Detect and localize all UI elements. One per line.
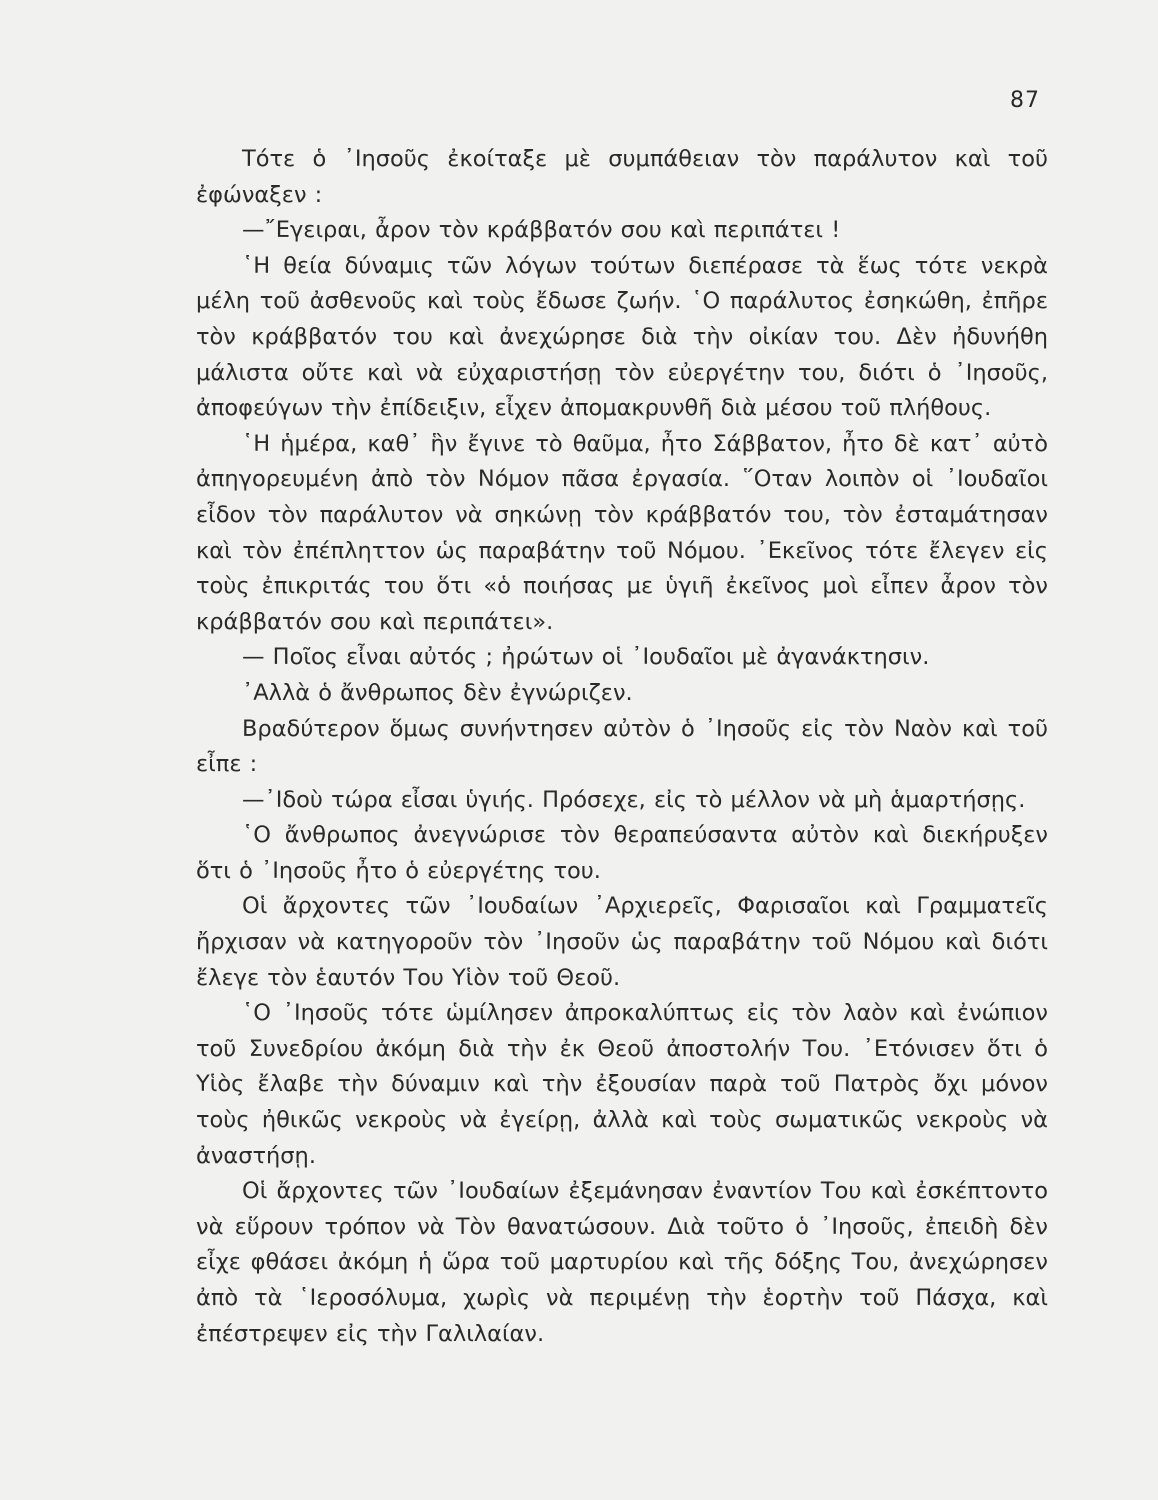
- page-number: 87: [1010, 88, 1040, 113]
- paragraph: Βραδύτερον ὅμως συνήντησεν αὐτὸν ὁ ᾿Ιησοῦς εἰς τὸν Ναὸν καὶ τοῦ εἶπε :: [196, 715, 1048, 778]
- paragraph: —᾿Ιδοὺ τώρα εἶσαι ὑγιής. Πρόσεχε, εἰς τὸ μέλλον νὰ μὴ ἁμαρτήσῃς.: [242, 786, 1026, 813]
- paragraph: ῾Η θεία δύναμις τῶν λόγων τούτων διεπέρασε τὰ ἕως τότε νεκρὰ μέλη τοῦ ἀσθενοῦς καὶ τοὺς ἔδωσε ζωήν. ῾Ο παράλυτος ἐσηκώθη, ἐπῆρε τὸν κράββατόν του καὶ ἀνεχώρησε διὰ τὴν οἰκίαν του. Δὲν ἠδυνήθη μάλιστα οὔτε καὶ νὰ εὐχαριστήσῃ τὸν εὐεργέτην του, διότι ὁ ᾿Ιησοῦς, ἀποφεύγων τὴν ἐπίδειξιν, εἶχεν ἀπομακρυνθῆ διὰ μέσου τοῦ πλήθους.: [196, 252, 1048, 422]
- paragraph: —῎Εγειραι, ἆρον τὸν κράββατόν σου καὶ περιπάτει !: [242, 217, 841, 244]
- paragraph: — Ποῖος εἶναι αὐτός ; ἠρώτων οἱ ᾿Ιουδαῖοι μὲ ἀγανάκτησιν.: [242, 644, 930, 671]
- paragraph: ῾Ο ἄνθρωπος ἀνεγνώρισε τὸν θεραπεύσαντα αὐτὸν καὶ διεκήρυξεν ὅτι ὁ ᾿Ιησοῦς ἦτο ὁ εὐεργέτης του.: [196, 822, 1048, 884]
- paragraph: ᾿Αλλὰ ὁ ἄνθρωπος δὲν ἐγνώριζεν.: [242, 679, 633, 706]
- paragraph: Οἱ ἄρχοντες τῶν ᾿Ιουδαίων ᾿Αρχιερεῖς, Φαρισαῖοι καὶ Γραμματεῖς ἤρχισαν νὰ κατηγοροῦν τὸν ᾿Ιησοῦν ὡς παραβάτην τοῦ Νόμου καὶ διότι ἔλεγε τὸν ἑαυτόν Του Υἱὸν τοῦ Θεοῦ.: [196, 893, 1048, 991]
- body-text: [196, 142, 1048, 1352]
- paragraph: ῾Η ἡμέρα, καθ᾿ ἣν ἔγινε τὸ θαῦμα, ἦτο Σάββατον, ἦτο δὲ κατ᾿ αὐτὸ ἀπηγορευμένη ἀπὸ τὸν Νόμον πᾶσα ἐργασία. ῞Οταν λοιπὸν οἱ ᾿Ιουδαῖοι εἶδον τὸν παράλυτον νὰ σηκώνῃ τὸν κράββατόν του, τὸν ἐσταμάτησαν καὶ τὸν ἐπέπληττον ὡς παραβάτην τοῦ Νόμου. ᾿Εκεῖνος τότε ἔλεγεν εἰς τοὺς ἐπικριτάς του ὅτι «ὁ ποιήσας με ὑγιῆ ἐκεῖνος μοὶ εἶπεν ἆρον τὸν κράββατόν σου καὶ περιπάτει».: [196, 430, 1048, 635]
- paragraph: ῾Ο ᾿Ιησοῦς τότε ὡμίλησεν ἀπροκαλύπτως εἰς τὸν λαὸν καὶ ἐνώπιον τοῦ Συνεδρίου ἀκόμη διὰ τὴν ἐκ Θεοῦ ἀποστολήν Του. ᾿Ετόνισεν ὅτι ὁ Υἱὸς ἔλαβε τὴν δύναμιν καὶ τὴν ἐξουσίαν παρὰ τοῦ Πατρὸς ὄχι μόνον τοὺς ἠθικῶς νεκροὺς νὰ ἐγείρῃ, ἀλλὰ καὶ τοὺς σωματικῶς νεκροὺς νὰ ἀναστήσῃ.: [196, 1000, 1048, 1169]
- paragraph: Τότε ὁ ᾿Ιησοῦς ἐκοίταξε μὲ συμπάθειαν τὸν παράλυτον καὶ τοῦ ἐφώναξεν :: [196, 146, 1048, 208]
- paragraph: Οἱ ἄρχοντες τῶν ᾿Ιουδαίων ἐξεμάνησαν ἐναντίον Του καὶ ἐσκέπτοντο νὰ εὕρουν τρόπον νὰ Τὸν θανατώσουν. Διὰ τοῦτο ὁ ᾿Ιησοῦς, ἐπειδὴ δὲν εἶχε φθάσει ἀκόμη ἡ ὥρα τοῦ μαρτυρίου καὶ τῆς δόξης Του, ἀνεχώρησεν ἀπὸ τὰ ῾Ιεροσόλυμα, χωρὶς νὰ περιμένῃ τὴν ἑορτὴν τοῦ Πάσχα, καὶ ἐπέστρεψεν εἰς τὴν Γαλιλαίαν.: [196, 1178, 1048, 1347]
